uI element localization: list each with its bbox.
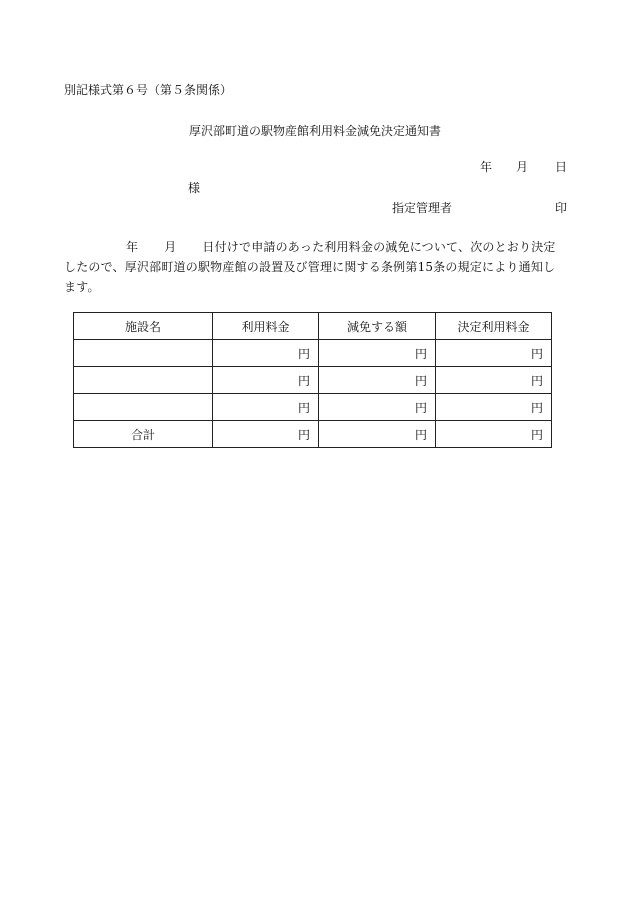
header-decided-fee: 決定利用料金 xyxy=(436,313,552,340)
body-year-label: 年 xyxy=(126,240,139,254)
body-line-1-text: 日付けで申請のあった利用料金の減免について、次のとおり決定 xyxy=(202,240,556,254)
notice-body xyxy=(64,237,569,297)
total-decided-fee-cell: 円 xyxy=(436,421,552,448)
total-fee-cell: 円 xyxy=(213,421,319,448)
decided-fee-cell: 円 xyxy=(436,367,552,394)
fee-cell: 円 xyxy=(213,340,319,367)
body-line-1 xyxy=(64,237,569,257)
recipient-honorific: 様 xyxy=(188,181,201,195)
table-row xyxy=(74,394,552,421)
header-fee: 利用料金 xyxy=(213,313,319,340)
decided-fee-cell: 円 xyxy=(436,394,552,421)
date-month-label: 月 xyxy=(516,160,529,174)
decided-fee-cell: 円 xyxy=(436,340,552,367)
reduction-cell: 円 xyxy=(319,340,436,367)
fee-table xyxy=(73,312,552,448)
table-row xyxy=(74,367,552,394)
table-row xyxy=(74,340,552,367)
facility-cell xyxy=(74,340,213,367)
fee-cell: 円 xyxy=(213,367,319,394)
header-facility: 施設名 xyxy=(74,313,213,340)
seal-mark: 印 xyxy=(555,201,568,215)
form-label: 別記様式第６号（第５条関係） xyxy=(64,83,233,97)
total-label-cell: 合計 xyxy=(74,421,213,448)
fee-cell: 円 xyxy=(213,394,319,421)
document-title: 厚沢部町道の駅物産館利用料金減免決定通知書 xyxy=(188,124,441,138)
facility-cell xyxy=(74,394,213,421)
body-line-3: ます。 xyxy=(64,280,100,294)
total-reduction-cell: 円 xyxy=(319,421,436,448)
body-line-2: したので、厚沢部町道の駅物産館の設置及び管理に関する条例第15条の規定により通知し xyxy=(64,260,556,274)
table-header-row xyxy=(74,313,552,340)
date-day-label: 日 xyxy=(555,160,568,174)
reduction-cell: 円 xyxy=(319,367,436,394)
date-year-label: 年 xyxy=(480,160,493,174)
body-month-label: 月 xyxy=(164,240,177,254)
reduction-cell: 円 xyxy=(319,394,436,421)
designated-manager-label: 指定管理者 xyxy=(392,201,453,215)
header-reduction: 減免する額 xyxy=(319,313,436,340)
table-total-row xyxy=(74,421,552,448)
facility-cell xyxy=(74,367,213,394)
